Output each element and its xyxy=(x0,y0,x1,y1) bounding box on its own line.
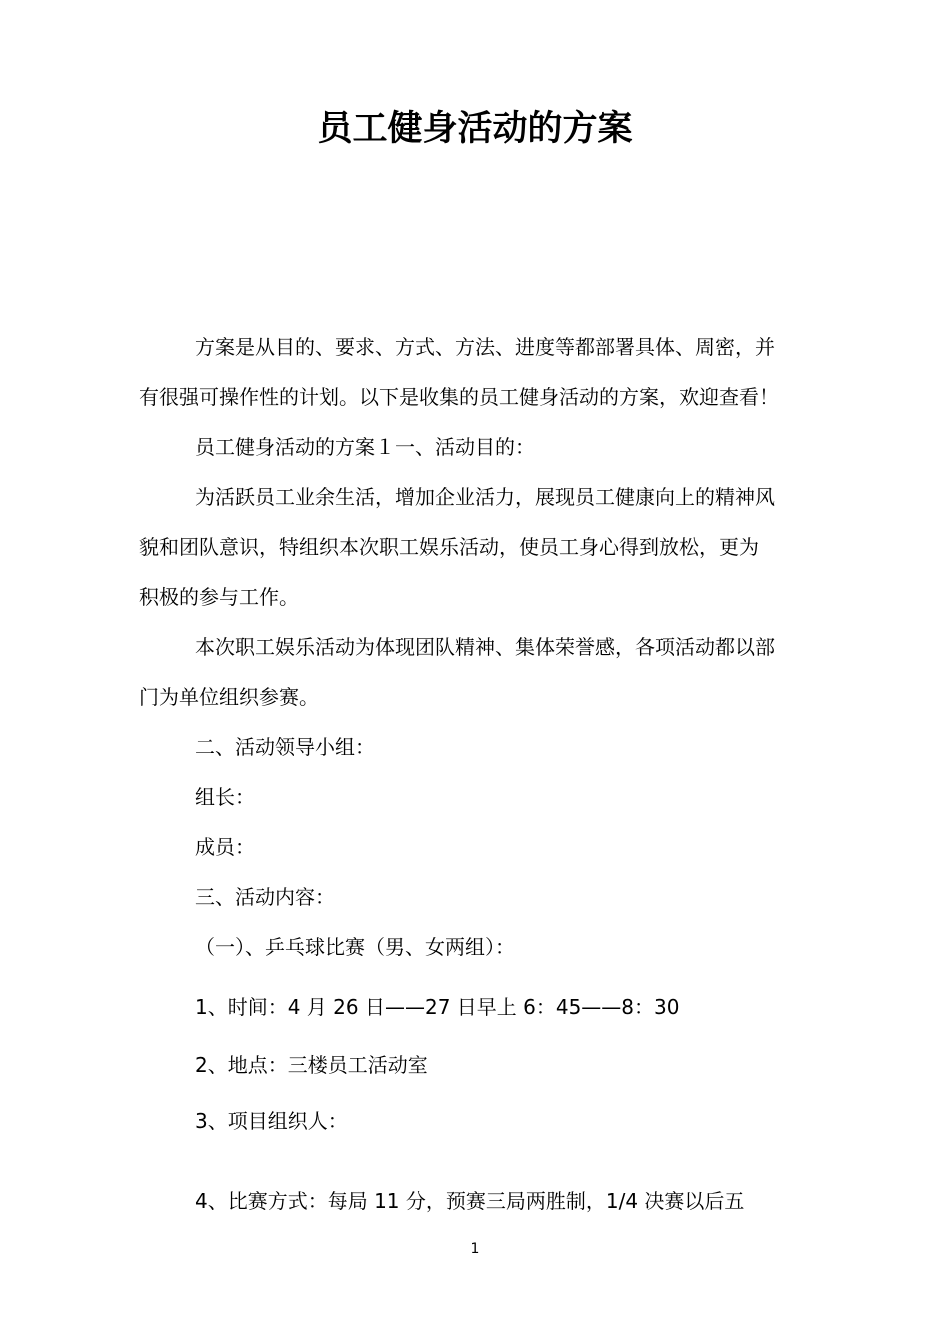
document-title: 员工健身活动的方案 xyxy=(317,109,633,149)
paragraph-line: 有很强可操作性的计划。以下是收集的员工健身活动的方案，欢迎查看！ xyxy=(139,385,779,409)
list-item: 2、地点：三楼员工活动室 xyxy=(195,1053,428,1077)
paragraph-line: 本次职工娱乐活动为体现团队精神、集体荣誉感，各项活动都以部 xyxy=(195,635,775,659)
paragraph-line: 门为单位组织参赛。 xyxy=(139,685,319,709)
paragraph-line: 方案是从目的、要求、方式、方法、进度等都部署具体、周密，并 xyxy=(195,335,775,359)
list-item: 3、项目组织人： xyxy=(195,1109,348,1133)
paragraph-line: 组长： xyxy=(195,785,255,809)
paragraph-line: 积极的参与工作。 xyxy=(139,585,299,609)
paragraph-line: 员工健身活动的方案１一、活动目的： xyxy=(195,435,535,459)
paragraph-line: 貌和团队意识，特组织本次职工娱乐活动，使员工身心得到放松，更为 xyxy=(139,535,759,559)
paragraph-line: 为活跃员工业余生活，增加企业活力，展现员工健康向上的精神风 xyxy=(195,485,775,509)
section-heading: 三、活动内容： xyxy=(195,885,335,909)
page-number: 1 xyxy=(470,1241,480,1257)
section-heading: 二、活动领导小组： xyxy=(195,735,375,759)
paragraph-line: 成员： xyxy=(195,835,255,859)
subsection-heading: （一）、乒乓球比赛（男、女两组）： xyxy=(195,935,515,959)
list-item: 4、比赛方式：每局 11 分，预赛三局两胜制，1/4 决赛以后五 xyxy=(195,1189,745,1213)
list-item: 1、时间：4 月 26 日——27 日早上 6：45——8：30 xyxy=(195,995,680,1019)
